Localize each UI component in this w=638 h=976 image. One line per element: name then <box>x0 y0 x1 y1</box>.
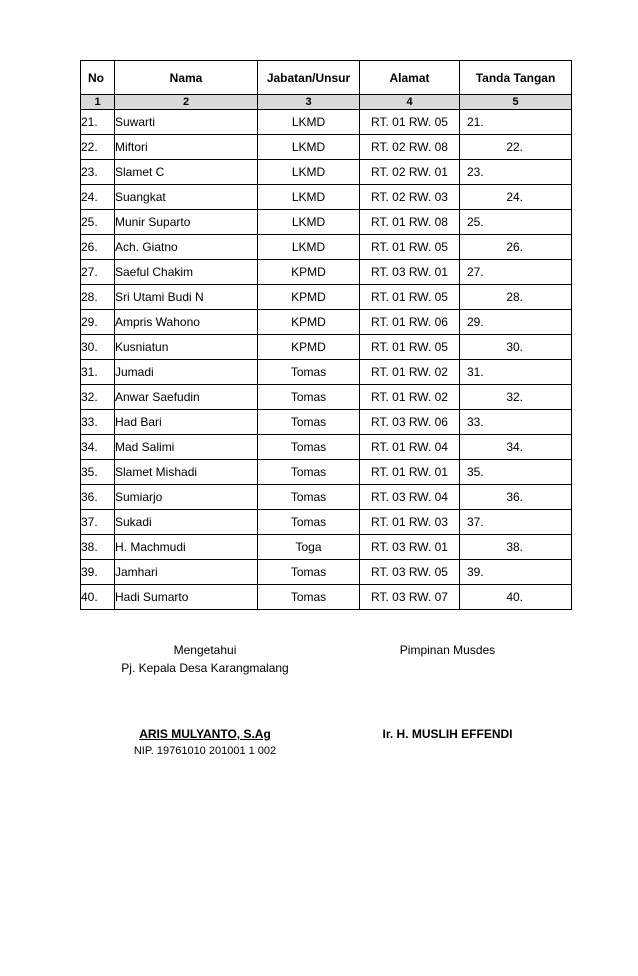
table-row <box>81 485 572 510</box>
row-name: Kusniatun <box>115 335 258 360</box>
row-signature-cell <box>460 560 572 585</box>
row-signature-cell <box>460 235 572 260</box>
table-row <box>81 260 572 285</box>
row-signature-cell <box>460 460 572 485</box>
row-address: RT. 03 RW. 04 <box>360 485 460 510</box>
row-position: Tomas <box>258 485 360 510</box>
table-row <box>81 510 572 535</box>
row-signature-cell <box>460 485 572 510</box>
signature-number-right: 28. <box>506 290 523 304</box>
column-number-row <box>81 95 572 110</box>
row-signature-cell <box>460 210 572 235</box>
row-number: 31. <box>81 360 115 385</box>
table-row <box>81 110 572 135</box>
column-number: 2 <box>115 95 258 110</box>
row-position: KPMD <box>258 285 360 310</box>
table-row <box>81 360 572 385</box>
table-row <box>81 285 572 310</box>
signature-number-right: 22. <box>506 140 523 154</box>
table-body <box>81 110 572 610</box>
row-number: 36. <box>81 485 115 510</box>
row-number: 38. <box>81 535 115 560</box>
row-address: RT. 01 RW. 02 <box>360 385 460 410</box>
signature-number-left: 23. <box>467 165 484 179</box>
column-number: 1 <box>81 95 115 110</box>
row-position: Toga <box>258 535 360 560</box>
row-position: KPMD <box>258 310 360 335</box>
row-signature-cell <box>460 360 572 385</box>
row-signature-cell <box>460 535 572 560</box>
row-signature-cell <box>460 260 572 285</box>
row-name: Ampris Wahono <box>115 310 258 335</box>
row-name: Mad Salimi <box>115 435 258 460</box>
row-name: Sri Utami Budi N <box>115 285 258 310</box>
signature-number-right: 40. <box>506 590 523 604</box>
row-address: RT. 01 RW. 05 <box>360 235 460 260</box>
row-number: 22. <box>81 135 115 160</box>
row-signature-cell <box>460 160 572 185</box>
row-name: Slamet Mishadi <box>115 460 258 485</box>
leader-signature <box>360 726 535 743</box>
signature-number-left: 39. <box>467 565 484 579</box>
header-address: Alamat <box>360 61 460 95</box>
row-signature-cell <box>460 310 572 335</box>
approval-title: Pj. Kepala Desa Karangmalang <box>121 661 289 675</box>
row-number: 40. <box>81 585 115 610</box>
row-name: Had Bari <box>115 410 258 435</box>
table-row <box>81 310 572 335</box>
row-position: KPMD <box>258 335 360 360</box>
header-row <box>81 61 572 95</box>
row-position: KPMD <box>258 260 360 285</box>
row-number: 33. <box>81 410 115 435</box>
row-signature-cell <box>460 435 572 460</box>
signature-number-right: 30. <box>506 340 523 354</box>
row-name: Miftori <box>115 135 258 160</box>
row-number: 23. <box>81 160 115 185</box>
row-name: Sumiarjo <box>115 485 258 510</box>
row-address: RT. 03 RW. 07 <box>360 585 460 610</box>
row-address: RT. 03 RW. 01 <box>360 535 460 560</box>
header-no: No <box>81 61 115 95</box>
table-row <box>81 435 572 460</box>
row-signature-cell <box>460 410 572 435</box>
approval-label: Mengetahui <box>173 643 237 657</box>
leader-name: Ir. H. MUSLIH EFFENDI <box>382 727 513 741</box>
row-position: LKMD <box>258 185 360 210</box>
signature-number-left: 35. <box>467 465 484 479</box>
row-number: 29. <box>81 310 115 335</box>
row-signature-cell <box>460 585 572 610</box>
row-position: LKMD <box>258 210 360 235</box>
row-address: RT. 02 RW. 03 <box>360 185 460 210</box>
signature-number-right: 38. <box>506 540 523 554</box>
row-number: 39. <box>81 560 115 585</box>
row-name: Hadi Sumarto <box>115 585 258 610</box>
row-name: Saeful Chakim <box>115 260 258 285</box>
row-number: 32. <box>81 385 115 410</box>
row-number: 28. <box>81 285 115 310</box>
table-row <box>81 335 572 360</box>
row-position: LKMD <box>258 110 360 135</box>
row-address: RT. 03 RW. 01 <box>360 260 460 285</box>
row-position: Tomas <box>258 460 360 485</box>
row-number: 27. <box>81 260 115 285</box>
row-position: Tomas <box>258 510 360 535</box>
row-name: Munir Suparto <box>115 210 258 235</box>
table-row <box>81 210 572 235</box>
village-head-nip: NIP. 19761010 201001 1 002 <box>133 745 277 757</box>
row-name: Suwarti <box>115 110 258 135</box>
village-head-signature <box>100 726 310 759</box>
row-number: 25. <box>81 210 115 235</box>
row-address: RT. 02 RW. 01 <box>360 160 460 185</box>
table-row <box>81 235 572 260</box>
row-position: Tomas <box>258 435 360 460</box>
row-position: Tomas <box>258 360 360 385</box>
row-name: Suangkat <box>115 185 258 210</box>
row-number: 26. <box>81 235 115 260</box>
signature-number-left: 21. <box>467 115 484 129</box>
column-number: 4 <box>360 95 460 110</box>
row-number: 35. <box>81 460 115 485</box>
signature-number-right: 32. <box>506 390 523 404</box>
row-position: Tomas <box>258 410 360 435</box>
row-address: RT. 01 RW. 05 <box>360 285 460 310</box>
column-number: 5 <box>460 95 572 110</box>
row-name: Anwar Saefudin <box>115 385 258 410</box>
row-signature-cell <box>460 335 572 360</box>
row-address: RT. 03 RW. 06 <box>360 410 460 435</box>
row-position: Tomas <box>258 385 360 410</box>
row-signature-cell <box>460 285 572 310</box>
row-name: H. Machmudi <box>115 535 258 560</box>
row-name: Slamet C <box>115 160 258 185</box>
row-number: 30. <box>81 335 115 360</box>
row-position: Tomas <box>258 585 360 610</box>
signature-number-left: 37. <box>467 515 484 529</box>
row-signature-cell <box>460 385 572 410</box>
row-address: RT. 03 RW. 05 <box>360 560 460 585</box>
signature-number-right: 34. <box>506 440 523 454</box>
row-position: LKMD <box>258 235 360 260</box>
signature-number-right: 24. <box>506 190 523 204</box>
row-position: LKMD <box>258 160 360 185</box>
table-row <box>81 135 572 160</box>
row-address: RT. 01 RW. 03 <box>360 510 460 535</box>
row-name: Jamhari <box>115 560 258 585</box>
village-head-name: ARIS MULYANTO, S.Ag <box>139 727 271 741</box>
table-row <box>81 460 572 485</box>
signature-number-left: 33. <box>467 415 484 429</box>
row-name: Ach. Giatno <box>115 235 258 260</box>
leader-block <box>360 641 535 659</box>
row-signature-cell <box>460 110 572 135</box>
table-row <box>81 185 572 210</box>
row-address: RT. 01 RW. 01 <box>360 460 460 485</box>
table-row <box>81 535 572 560</box>
row-address: RT. 01 RW. 05 <box>360 110 460 135</box>
table-row <box>81 560 572 585</box>
table-row <box>81 410 572 435</box>
row-number: 34. <box>81 435 115 460</box>
row-address: RT. 01 RW. 06 <box>360 310 460 335</box>
row-number: 37. <box>81 510 115 535</box>
row-address: RT. 01 RW. 05 <box>360 335 460 360</box>
table-row <box>81 385 572 410</box>
row-number: 24. <box>81 185 115 210</box>
row-signature-cell <box>460 135 572 160</box>
table-row <box>81 160 572 185</box>
row-address: RT. 02 RW. 08 <box>360 135 460 160</box>
signature-number-left: 25. <box>467 215 484 229</box>
header-name: Nama <box>115 61 258 95</box>
header-signature: Tanda Tangan <box>460 61 572 95</box>
column-number: 3 <box>258 95 360 110</box>
row-signature-cell <box>460 185 572 210</box>
signature-number-left: 27. <box>467 265 484 279</box>
row-position: Tomas <box>258 560 360 585</box>
leader-title: Pimpinan Musdes <box>399 643 496 657</box>
row-name: Jumadi <box>115 360 258 385</box>
attendance-table <box>80 60 572 610</box>
row-name: Sukadi <box>115 510 258 535</box>
signature-number-left: 31. <box>467 365 484 379</box>
approval-block <box>100 641 310 677</box>
signature-number-left: 29. <box>467 315 484 329</box>
row-address: RT. 01 RW. 02 <box>360 360 460 385</box>
row-position: LKMD <box>258 135 360 160</box>
header-position: Jabatan/Unsur <box>258 61 360 95</box>
row-address: RT. 01 RW. 04 <box>360 435 460 460</box>
signature-number-right: 36. <box>506 490 523 504</box>
signature-number-right: 26. <box>506 240 523 254</box>
row-number: 21. <box>81 110 115 135</box>
row-signature-cell <box>460 510 572 535</box>
row-address: RT. 01 RW. 08 <box>360 210 460 235</box>
table-row <box>81 585 572 610</box>
